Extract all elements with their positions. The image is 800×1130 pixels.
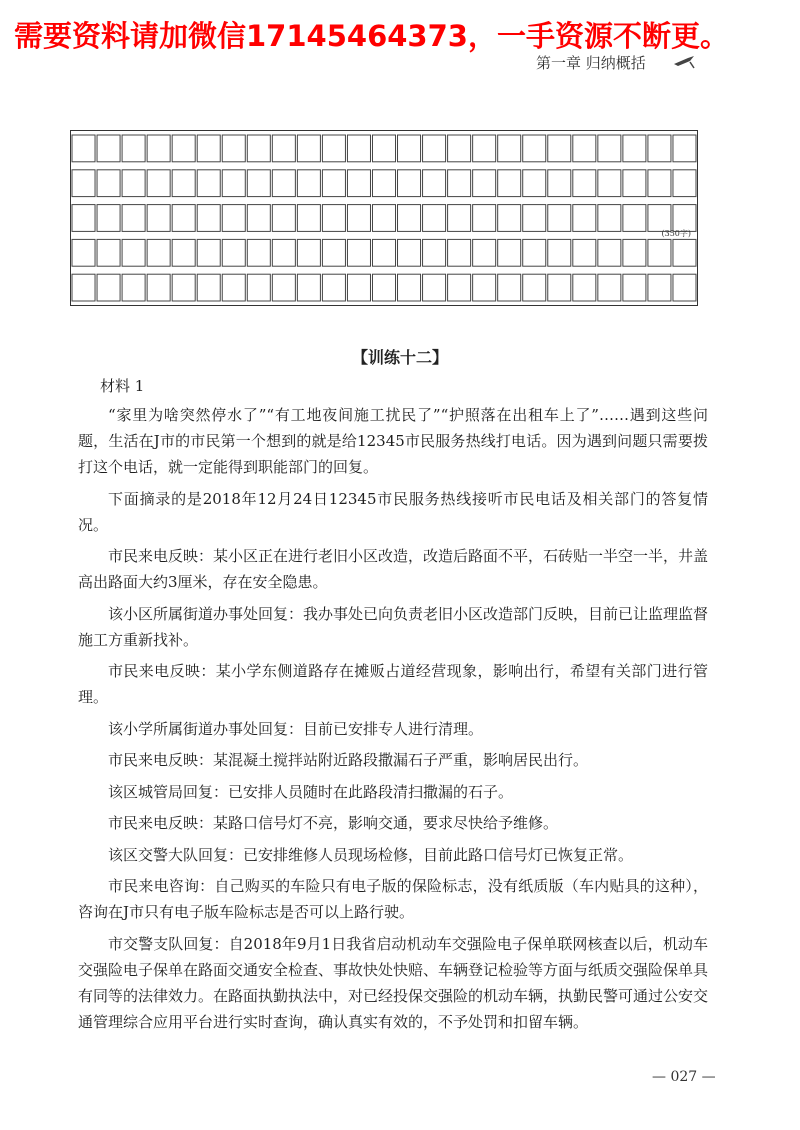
grid-cell <box>247 274 270 301</box>
grid-cell <box>648 239 671 266</box>
grid-cell <box>172 170 195 197</box>
grid-cell <box>172 239 195 266</box>
grid-cell <box>623 170 646 197</box>
grid-cell <box>548 205 571 232</box>
grid-cell <box>498 170 521 197</box>
material-body <box>78 402 708 1040</box>
grid-cell <box>498 274 521 301</box>
grid-cell <box>573 239 596 266</box>
grid-cell <box>548 135 571 162</box>
grid-cell <box>598 239 621 266</box>
grid-cell <box>523 170 546 197</box>
grid-cell <box>172 205 195 232</box>
grid-cell <box>448 170 471 197</box>
grid-cell <box>172 274 195 301</box>
grid-cell <box>473 274 496 301</box>
grid-cell <box>97 205 120 232</box>
grid-cell <box>473 239 496 266</box>
grid-cell <box>297 170 320 197</box>
grid-cell <box>398 170 421 197</box>
paragraph: “家里为啥突然停水了”“有工地夜间施工扰民了”“护照落在出租车上了”……遇到这些问题，生活在J市的市民第一个想到的就是给12345市民服务热线打电话。因为遇到问题只需要拨打这个电话，就一定能得到职能部门的回复。 <box>78 406 708 476</box>
grid-cell <box>623 205 646 232</box>
grid-cell <box>498 205 521 232</box>
page-number: — 027 — <box>652 1069 716 1085</box>
grid-cell <box>573 274 596 301</box>
paragraph: 市民来电反映：某小区正在进行老旧小区改造，改造后路面不平，石砖贴一半空一半，井盖高出路面大约3厘米，存在安全隐患。 <box>78 547 709 591</box>
grid-cell <box>523 239 546 266</box>
grid-cell <box>322 239 345 266</box>
grid-cell <box>247 205 270 232</box>
promo-banner: 需要资料请加微信17145464373，一手资源不断更。 <box>14 19 729 53</box>
grid-cell <box>72 170 95 197</box>
grid-cell <box>473 205 496 232</box>
grid-cell <box>548 274 571 301</box>
grid-cell <box>222 135 245 162</box>
grid-cell <box>623 239 646 266</box>
grid-cell <box>147 205 170 232</box>
grid-cell <box>598 274 621 301</box>
grid-cell <box>673 135 696 162</box>
grid-cell <box>122 239 145 266</box>
grid-cell <box>72 205 95 232</box>
grid-cell <box>398 135 421 162</box>
grid-cell <box>473 170 496 197</box>
grid-cell <box>347 135 370 162</box>
paragraph: 该小学所属街道办事处回复：目前已安排专人进行清理。 <box>108 719 484 738</box>
grid-cell <box>297 135 320 162</box>
grid-cell <box>372 170 395 197</box>
grid-cell <box>673 239 696 266</box>
paragraph: 该小区所属街道办事处回复：我办事处已向负责老旧小区改造部门反映，目前已让监理监督施工方重新找补。 <box>78 604 709 649</box>
grid-cell <box>147 274 170 301</box>
grid-cell <box>548 239 571 266</box>
grid-cell <box>197 205 220 232</box>
grid-cell <box>297 274 320 301</box>
grid-cell <box>272 274 295 301</box>
grid-cell <box>97 135 120 162</box>
grid-cell <box>573 205 596 232</box>
grid-cell <box>372 239 395 266</box>
chapter-header: 第一章 归纳概括 <box>536 54 646 72</box>
grid-cell <box>623 135 646 162</box>
grid-cell <box>347 205 370 232</box>
paragraph: 下面摘录的是2018年12月24日12345市民服务热线接听市民电话及相关部门的答复情况。 <box>78 489 708 534</box>
grid-cell <box>297 239 320 266</box>
grid-cell <box>222 274 245 301</box>
grid-cell <box>122 205 145 232</box>
paragraph: 市交警支队回复：自2018年9月1日我省启动机动车交强险电子保单联网核查以后，机动车交强险电子保单在路面交通安全检查、事故快处快赔、车辆登记检验等方面与纸质交强险保单具有同等的法律效力。在路面执勤执法中，对已经投保交强险的机动车辆，执勤民警可通过公安交通管理综合应用平台进行实时查询，确认真实有效的，不予处罚和扣留车辆。 <box>78 934 709 1031</box>
grid-cell <box>72 274 95 301</box>
grid-cell <box>322 205 345 232</box>
grid-cell <box>648 135 671 162</box>
word-count-label: (350字) <box>661 229 691 238</box>
grid-cells <box>71 131 697 305</box>
paragraph: 该区交警大队回复：已安排维修人员现场检修，目前此路口信号灯已恢复正常。 <box>108 845 634 864</box>
grid-cell <box>72 239 95 266</box>
grid-cell <box>448 135 471 162</box>
grid-cell <box>97 239 120 266</box>
grid-cell <box>448 239 471 266</box>
grid-cell <box>272 205 295 232</box>
grid-cell <box>97 274 120 301</box>
grid-cell <box>247 135 270 162</box>
grid-cell <box>322 135 345 162</box>
grid-cell <box>197 239 220 266</box>
grid-cell <box>372 135 395 162</box>
grid-cell <box>398 274 421 301</box>
grid-cell <box>122 170 145 197</box>
grid-cell <box>673 274 696 301</box>
grid-cell <box>623 274 646 301</box>
pen-icon <box>672 52 698 70</box>
grid-cell <box>423 239 446 266</box>
grid-cell <box>147 135 170 162</box>
grid-cell <box>172 135 195 162</box>
grid-cell <box>423 205 446 232</box>
paragraph: 市民来电反映：某混凝土搅拌站附近路段撒漏石子严重，影响居民出行。 <box>108 751 589 769</box>
grid-cell <box>272 135 295 162</box>
grid-cell <box>448 205 471 232</box>
grid-cell <box>573 135 596 162</box>
grid-cell <box>398 205 421 232</box>
grid-cell <box>598 205 621 232</box>
grid-cell <box>498 135 521 162</box>
grid-cell <box>272 239 295 266</box>
grid-cell <box>423 135 446 162</box>
grid-cell <box>347 274 370 301</box>
grid-cell <box>648 170 671 197</box>
grid-cell <box>423 170 446 197</box>
grid-cell <box>372 205 395 232</box>
paragraph: 市民来电反映：某路口信号灯不亮，影响交通，要求尽快给予维修。 <box>108 814 559 832</box>
grid-cell <box>147 170 170 197</box>
grid-cell <box>347 239 370 266</box>
grid-cell <box>297 205 320 232</box>
grid-cell <box>673 170 696 197</box>
grid-cell <box>322 274 345 301</box>
section-title: 【训练十二】 <box>351 348 448 367</box>
grid-cell <box>448 274 471 301</box>
grid-cell <box>197 170 220 197</box>
paragraph: 市民来电反映：某小学东侧道路存在摊贩占道经营现象，影响出行，希望有关部门进行管理。 <box>78 662 708 706</box>
grid-cell <box>523 274 546 301</box>
grid-cell <box>72 135 95 162</box>
grid-cell <box>498 239 521 266</box>
grid-cell <box>222 170 245 197</box>
grid-cell <box>523 205 546 232</box>
grid-cell <box>548 170 571 197</box>
grid-cell <box>598 170 621 197</box>
grid-cell <box>598 135 621 162</box>
grid-cell <box>347 170 370 197</box>
grid-cell <box>573 170 596 197</box>
grid-cell <box>372 274 395 301</box>
grid-cell <box>523 135 546 162</box>
paragraph: 市民来电咨询：自己购买的车险只有电子版的保险标志，没有纸质版（车内贴具的这种），咨询在J市只有电子版车险标志是否可以上路行驶。 <box>78 877 708 921</box>
grid-cell <box>473 135 496 162</box>
grid-cell <box>197 274 220 301</box>
grid-cell <box>247 239 270 266</box>
grid-cell <box>272 170 295 197</box>
grid-cell <box>398 239 421 266</box>
material-label: 材料 1 <box>100 377 145 395</box>
grid-cell <box>423 274 446 301</box>
grid-cell <box>147 239 170 266</box>
grid-cell <box>648 274 671 301</box>
grid-cell <box>222 239 245 266</box>
grid-cell <box>122 135 145 162</box>
grid-cell <box>97 170 120 197</box>
paragraph: 该区城管局回复：已安排人员随时在此路段清扫撒漏的石子。 <box>108 782 514 801</box>
grid-cell <box>197 135 220 162</box>
writing-grid <box>70 130 698 306</box>
grid-cell <box>122 274 145 301</box>
grid-cell <box>247 170 270 197</box>
grid-cell <box>322 170 345 197</box>
grid-cell <box>222 205 245 232</box>
